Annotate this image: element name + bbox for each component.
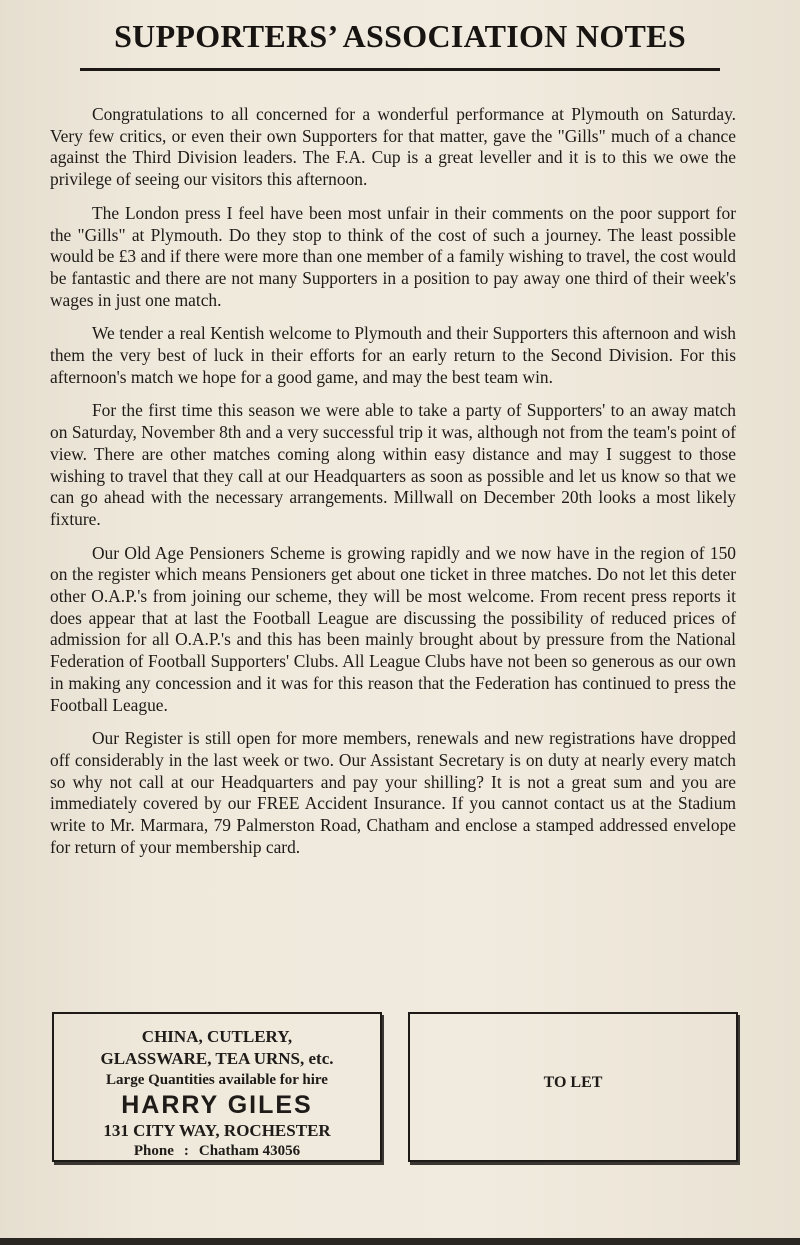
article-paragraph: Our Old Age Pensioners Scheme is growing rapidly and we now have in the region of 150 on the register which means Pensioners get about one ticket in three matches. Do not let this deter other O.A.P.'s from joining our scheme, they will be most welcome. From recent press reports it does appear that at last the Football League are discussing the possibility of reduced prices of admission for all O.A.P.'s and this has been mainly brought about by pressure from the National Federation of Football Supporters' Clubs. All League Clubs have not been so generous as our own in making any concession and it was for this reason that the Federation has continued to press the Football League.: [50, 542, 736, 715]
page-bottom-edge: [0, 1238, 800, 1245]
harry-giles-advert: [52, 1012, 382, 1162]
to-let-label: TO LET: [543, 1074, 603, 1091]
article-paragraph: Our Register is still open for more members, renewals and new registrations have dropped off considerably in the last week or two. Our Assistant Secretary is on duty at nearly every match so why not call at our Headquarters and pay your shilling? It is not a great sum and you are immediately covered by our FREE Accident Insurance. If you cannot contact us at the Stadium write to Mr. Marmara, 79 Palmerston Road, Chatham and enclose a stamped addressed envelope for return of your membership card.: [50, 728, 736, 857]
advert-line: Large Quantities available for hire: [106, 1072, 328, 1088]
article-paragraph: The London press I feel have been most unfair in their comments on the poor support for the "Gills" at Plymouth. Do they stop to think of the cost of such a journey. The least possible would be £3 and if there were more than one member of a family wishing to travel, the cost would be fantastic and there are not many Supporters in a position to pay away one third of their week's wages in just one match.: [50, 202, 736, 310]
page-title: SUPPORTERS’ ASSOCIATION NOTES: [114, 18, 686, 54]
article-paragraph: We tender a real Kentish welcome to Plymouth and their Supporters this afternoon and wish them the very best of luck in their efforts for an early return to the Second Division. For this afternoon's match we hope for a good game, and may the best team win.: [50, 323, 736, 387]
article-paragraph: For the first time this season we were able to take a party of Supporters' to an away match on Saturday, November 8th and a very successful trip it was, although not from the team's point of view. There are other matches coming along within easy distance and may I suggest to those wishing to travel that they call at our Headquarters as soon as possible and let us know so that we can go ahead with the necessary arrangements. Millwall on December 20th looks a most likely fixture.: [50, 400, 736, 529]
advert-line: CHINA, CUTLERY,: [141, 1027, 293, 1046]
title-divider: [80, 68, 720, 71]
article-paragraph: Congratulations to all concerned for a wonderful performance at Plymouth on Saturday. Very few critics, or even their own Supporters for that matter, gave the "Gills" much of a chance against the Third Division leaders. The F.A. Cup is a great leveller and it is to this we owe the privilege of seeing our visitors this afternoon.: [50, 104, 736, 190]
advert-phone: [54, 1142, 380, 1161]
article-body: [50, 104, 736, 871]
advert-phone-separator: :: [183, 1143, 189, 1159]
advert-phone-label: Phone: [133, 1143, 174, 1159]
to-let-advert: [408, 1012, 738, 1162]
advert-business-name: HARRY GILES: [121, 1091, 313, 1119]
advert-line: GLASSWARE, TEA URNS, etc.: [100, 1049, 334, 1068]
advert-phone-number: Chatham 43056: [198, 1143, 301, 1159]
advert-address: 131 CITY WAY, ROCHESTER: [103, 1121, 331, 1140]
